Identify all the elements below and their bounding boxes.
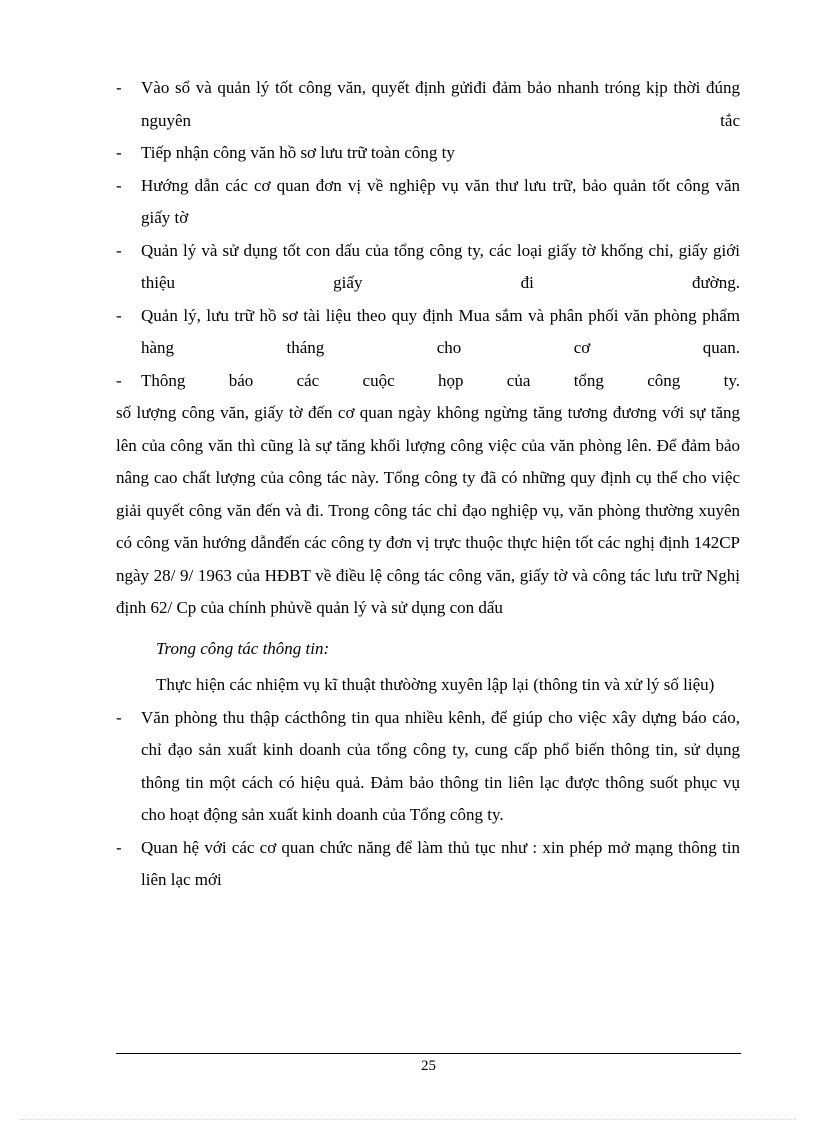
bullet-dash: - [116,707,122,727]
list-item [116,235,740,300]
bullet-dash: - [116,837,122,857]
body-paragraph: Thực hiện các nhiệm vụ kĩ thuật thưòờng xuyên lập lại (thông tin và xử lý số liệu) [156,675,715,694]
list-item [116,137,740,170]
page-number: 25 [421,1058,436,1074]
list-item-text: Tiếp nhận công văn hồ sơ lưu trữ toàn công ty [141,143,455,162]
list-item-text: Vào sổ và quản lý tốt công văn, quyết định gửiđi đảm bảo nhanh tróng kịp thời đúng nguyên tắc [141,78,740,130]
list-item [116,365,740,398]
list-item [116,300,740,365]
list-item [116,72,740,137]
body-paragraph: số lượng công văn, giấy tờ đến cơ quan ngày không ngừng tăng tương đương với sự tăng lên của công văn thì cũng là sự tăng khối lượng công việc của văn phòng lên. Để đảm bảo nâng cao chất lượng của công tác này. Tổng công ty đã có những quy định cụ thể cho việc giải quyết công văn đến và đi. Trong công tác chỉ đạo nghiệp vụ, văn phòng thường xuyên có công văn hướng dẫnđến các công ty đơn vị trực thuộc thực hiện tốt các nghị định 142CP ngày 28/ 9/ 1963 của HĐBT về điều lệ công tác công văn, giấy tờ và công tác lưu trữ Nghị định 62/ Cp của chính phủvề quản lý và sử dụng con dấu [116,403,740,617]
footer-divider [116,1053,741,1054]
bullet-dash: - [116,305,122,325]
list-item-text: Thông báo các cuộc họp của tổng công ty. [141,370,740,390]
bullet-dash: - [116,78,122,97]
section-heading: Trong công tác thông tin: [156,638,330,658]
list-item-text: Quan hệ với các cơ quan chức năng để làm thủ tục như : xin phép mở mạng thông tin liên lạc mới [141,837,740,889]
bullet-dash: - [116,240,122,260]
list-item-text: Quản lý và sử dụng tốt con dấu của tổng công ty, các loại giấy tờ khống chỉ, giấy giới thiệu giấy đi đường. [141,240,740,292]
bullet-dash: - [116,175,122,195]
list-item-text: Hướng dẫn các cơ quan đơn vị về nghiệp vụ văn thư lưu trữ, bảo quản tốt công văn giấy tờ [141,175,740,227]
bullet-dash: - [116,143,122,162]
page-edge-divider [20,1119,796,1120]
list-item-text: Quản lý, lưu trữ hồ sơ tài liệu theo quy định Mua sắm và phân phối văn phòng phẩm hàng tháng cho cơ quan. [141,305,740,357]
bullet-dash: - [116,370,122,390]
list-item [116,170,740,235]
list-item-text: Văn phòng thu thập cácthông tin qua nhiều kênh, để giúp cho việc xây dựng báo cáo, chỉ đạo sản xuất kinh doanh của tổng công ty, cung cấp phổ biến thông tin, sử dụng thông tin một cách có hiệu quả. Đảm bảo thông tin liên lạc được thông suốt phục vụ cho hoạt động sản xuất kinh doanh của Tổng công ty. [141,707,740,824]
page-body [116,72,740,897]
list-item [116,832,740,897]
list-item [116,702,740,832]
